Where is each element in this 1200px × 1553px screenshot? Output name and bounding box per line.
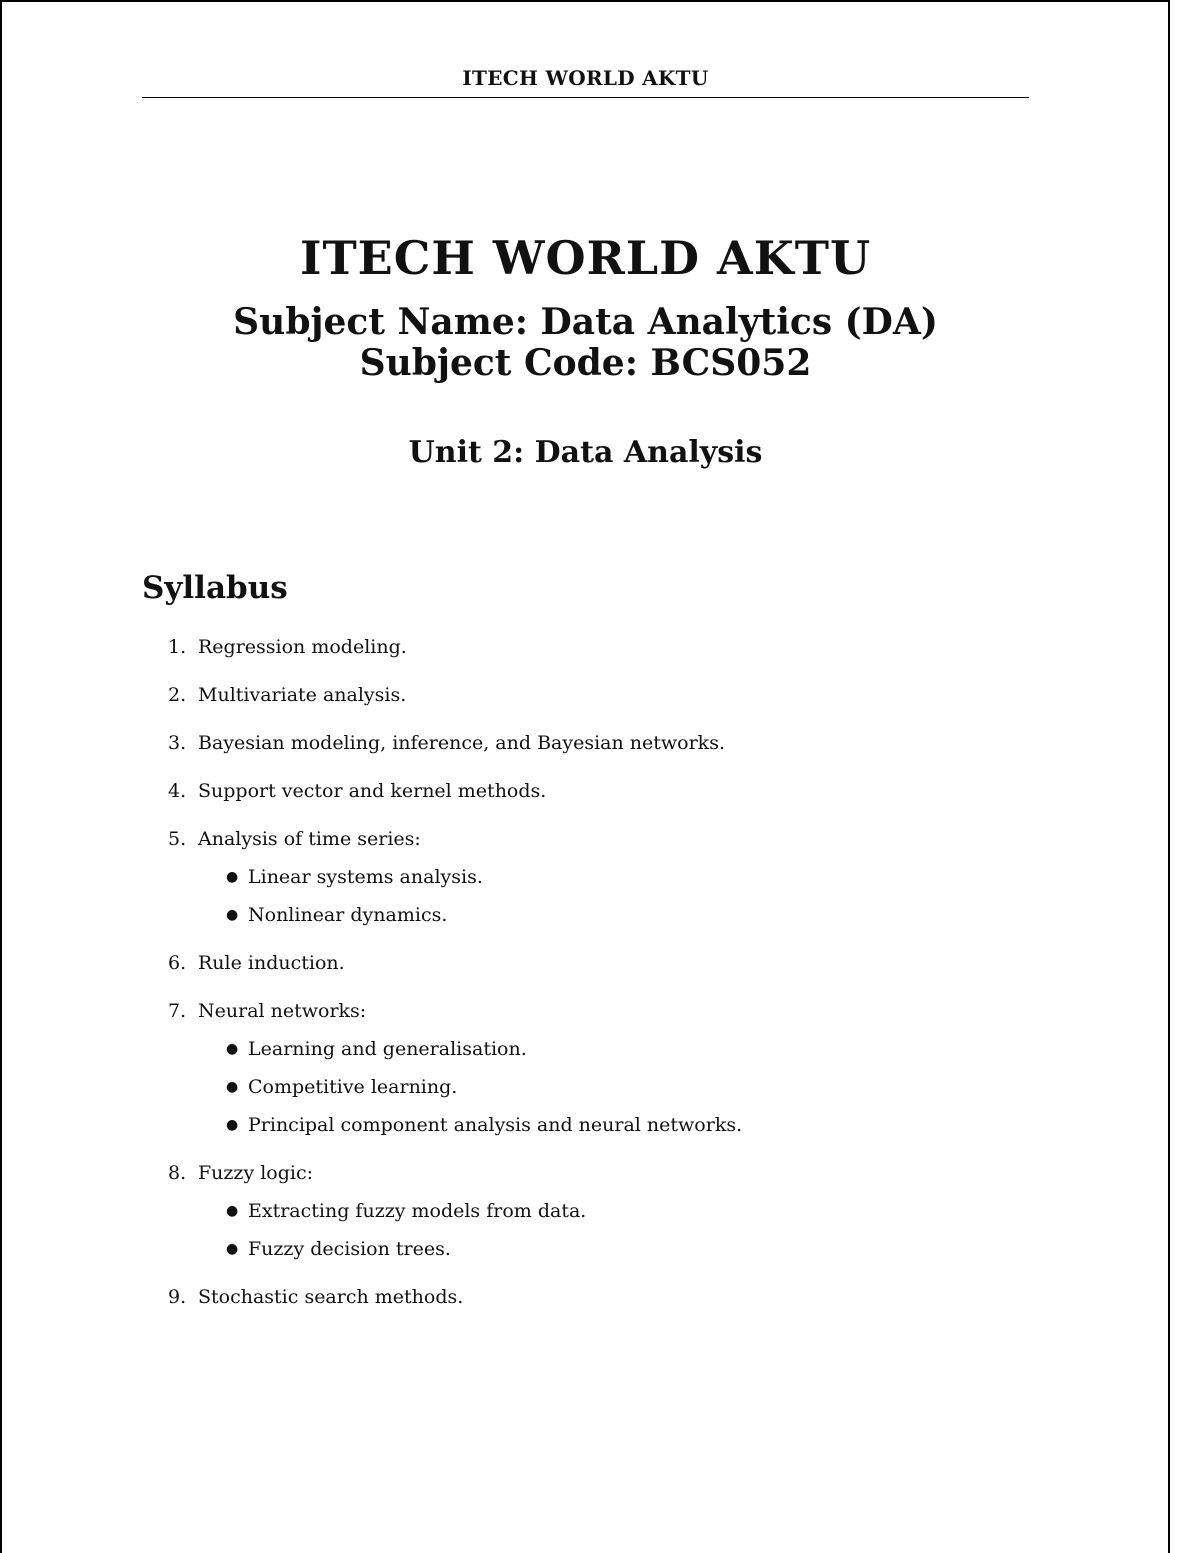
syllabus-item: [168, 777, 1068, 805]
bullet-icon: ●: [226, 1041, 239, 1057]
sub-item: [226, 1035, 1068, 1063]
sub-list: [168, 1197, 1068, 1263]
header-rule: [142, 97, 1029, 98]
item-number: 6.: [168, 952, 187, 974]
sub-item: [226, 1073, 1068, 1101]
page-title: ITECH WORLD AKTU: [299, 231, 872, 285]
syllabus-item: [168, 949, 1068, 977]
bullet-icon: ●: [226, 869, 239, 885]
sub-item: [226, 901, 1068, 929]
subject-name: Subject Name: Data Analytics (DA): [233, 301, 938, 343]
syllabus-item: [168, 681, 1068, 709]
bullet-icon: ●: [226, 1079, 239, 1095]
sub-item-text: Learning and generalisation.: [248, 1038, 527, 1060]
item-text: Multivariate analysis.: [198, 684, 407, 706]
syllabus-item: [168, 1283, 1068, 1311]
bullet-icon: ●: [226, 907, 239, 923]
item-number: 1.: [168, 636, 187, 658]
sub-item: [226, 1197, 1068, 1225]
sub-item-text: Linear systems analysis.: [248, 866, 483, 888]
item-number: 5.: [168, 828, 187, 850]
syllabus-heading: Syllabus: [142, 570, 288, 606]
sub-item: [226, 1235, 1068, 1263]
item-text: Fuzzy logic:: [198, 1162, 314, 1184]
sub-item-text: Fuzzy decision trees.: [248, 1238, 451, 1260]
sub-item-text: Competitive learning.: [248, 1076, 458, 1098]
unit-title: Unit 2: Data Analysis: [408, 435, 763, 470]
sub-item-text: Nonlinear dynamics.: [248, 904, 448, 926]
item-text: Analysis of time series:: [198, 828, 421, 850]
sub-list: [168, 863, 1068, 929]
bullet-icon: ●: [226, 1203, 239, 1219]
syllabus-item: [168, 729, 1068, 757]
sub-item-text: Principal component analysis and neural networks.: [248, 1114, 743, 1136]
item-number: 7.: [168, 1000, 187, 1022]
item-number: 2.: [168, 684, 187, 706]
sub-item-text: Extracting fuzzy models from data.: [248, 1200, 587, 1222]
syllabus-item: [168, 825, 1068, 929]
item-number: 4.: [168, 780, 187, 802]
item-number: 3.: [168, 732, 187, 754]
syllabus-list: [168, 633, 1068, 1331]
item-number: 8.: [168, 1162, 187, 1184]
item-text: Support vector and kernel methods.: [198, 780, 547, 802]
syllabus-item: [168, 997, 1068, 1139]
running-header: ITECH WORLD AKTU: [462, 66, 709, 90]
syllabus-item: [168, 633, 1068, 661]
item-text: Regression modeling.: [198, 636, 407, 658]
item-text: Bayesian modeling, inference, and Bayesian networks.: [198, 732, 725, 754]
item-text: Stochastic search methods.: [198, 1286, 464, 1308]
item-text: Neural networks:: [198, 1000, 367, 1022]
sub-item: [226, 863, 1068, 891]
item-text: Rule induction.: [198, 952, 345, 974]
sub-item: [226, 1111, 1068, 1139]
bullet-icon: ●: [226, 1117, 239, 1133]
syllabus-item: [168, 1159, 1068, 1263]
bullet-icon: ●: [226, 1241, 239, 1257]
sub-list: [168, 1035, 1068, 1139]
subject-code: Subject Code: BCS052: [359, 342, 812, 384]
item-number: 9.: [168, 1286, 187, 1308]
